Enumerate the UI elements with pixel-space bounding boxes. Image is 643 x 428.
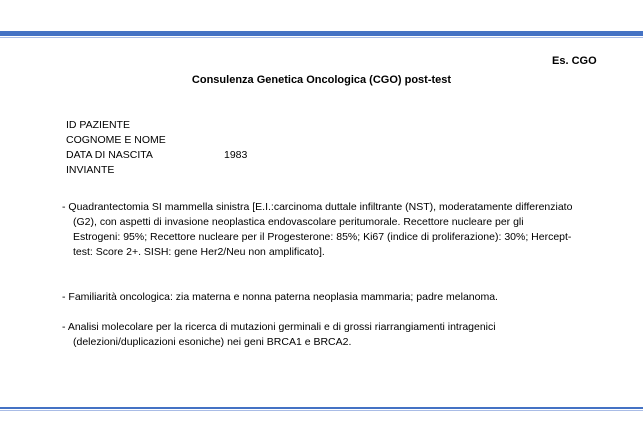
patient-fields — [66, 118, 247, 178]
paragraph-molecular-analysis: - Analisi molecolare per la ricerca di mutazioni germinali e di grossi riarrangiamenti intragenici (delezioni/duplicazioni esoniche) nei geni BRCA1 e BRCA2. — [62, 321, 496, 348]
document-tag: Es. CGO — [552, 55, 597, 67]
paragraph-surgery: - Quadrantectomia SI mammella sinistra [E.I.:carcinoma duttale infiltrante (NST), moderatamente differenziato (G2), con aspetti di invasione neoplastica endovascolare peritumorale. Recettore nucleare per gli Estrogeni: 95%; Recettore nucleare per il Progesterone: 85%; Ki67 (indice di proliferazione): 30%; Hercept-test: Score 2+. SISH: gene Her2/Neu non amplificato]. — [62, 201, 573, 258]
field-value-referrer — [224, 163, 244, 178]
field-row-referrer — [66, 163, 247, 178]
top-rule-thin — [0, 37, 643, 38]
field-label-referrer: INVIANTE — [66, 164, 115, 176]
bottom-rule — [0, 407, 643, 409]
field-row-name — [66, 133, 247, 148]
field-value-birthdate: 1983 — [224, 149, 248, 161]
bottom-rule-thin — [0, 410, 643, 411]
field-label-name: COGNOME E NOME — [66, 134, 166, 146]
field-value-name — [224, 133, 244, 148]
field-label-id: ID PAZIENTE — [66, 119, 130, 131]
paragraph-family-history: - Familiarità oncologica: zia materna e nonna paterna neoplasia mammaria; padre melanoma. — [62, 291, 498, 303]
page-title: Consulenza Genetica Oncologica (CGO) post-test — [191, 74, 452, 86]
field-row-birthdate — [66, 148, 247, 163]
field-row-id — [66, 118, 247, 133]
field-value-id — [224, 118, 244, 133]
top-rule — [0, 31, 643, 36]
field-label-birthdate: DATA DI NASCITA — [66, 149, 153, 161]
